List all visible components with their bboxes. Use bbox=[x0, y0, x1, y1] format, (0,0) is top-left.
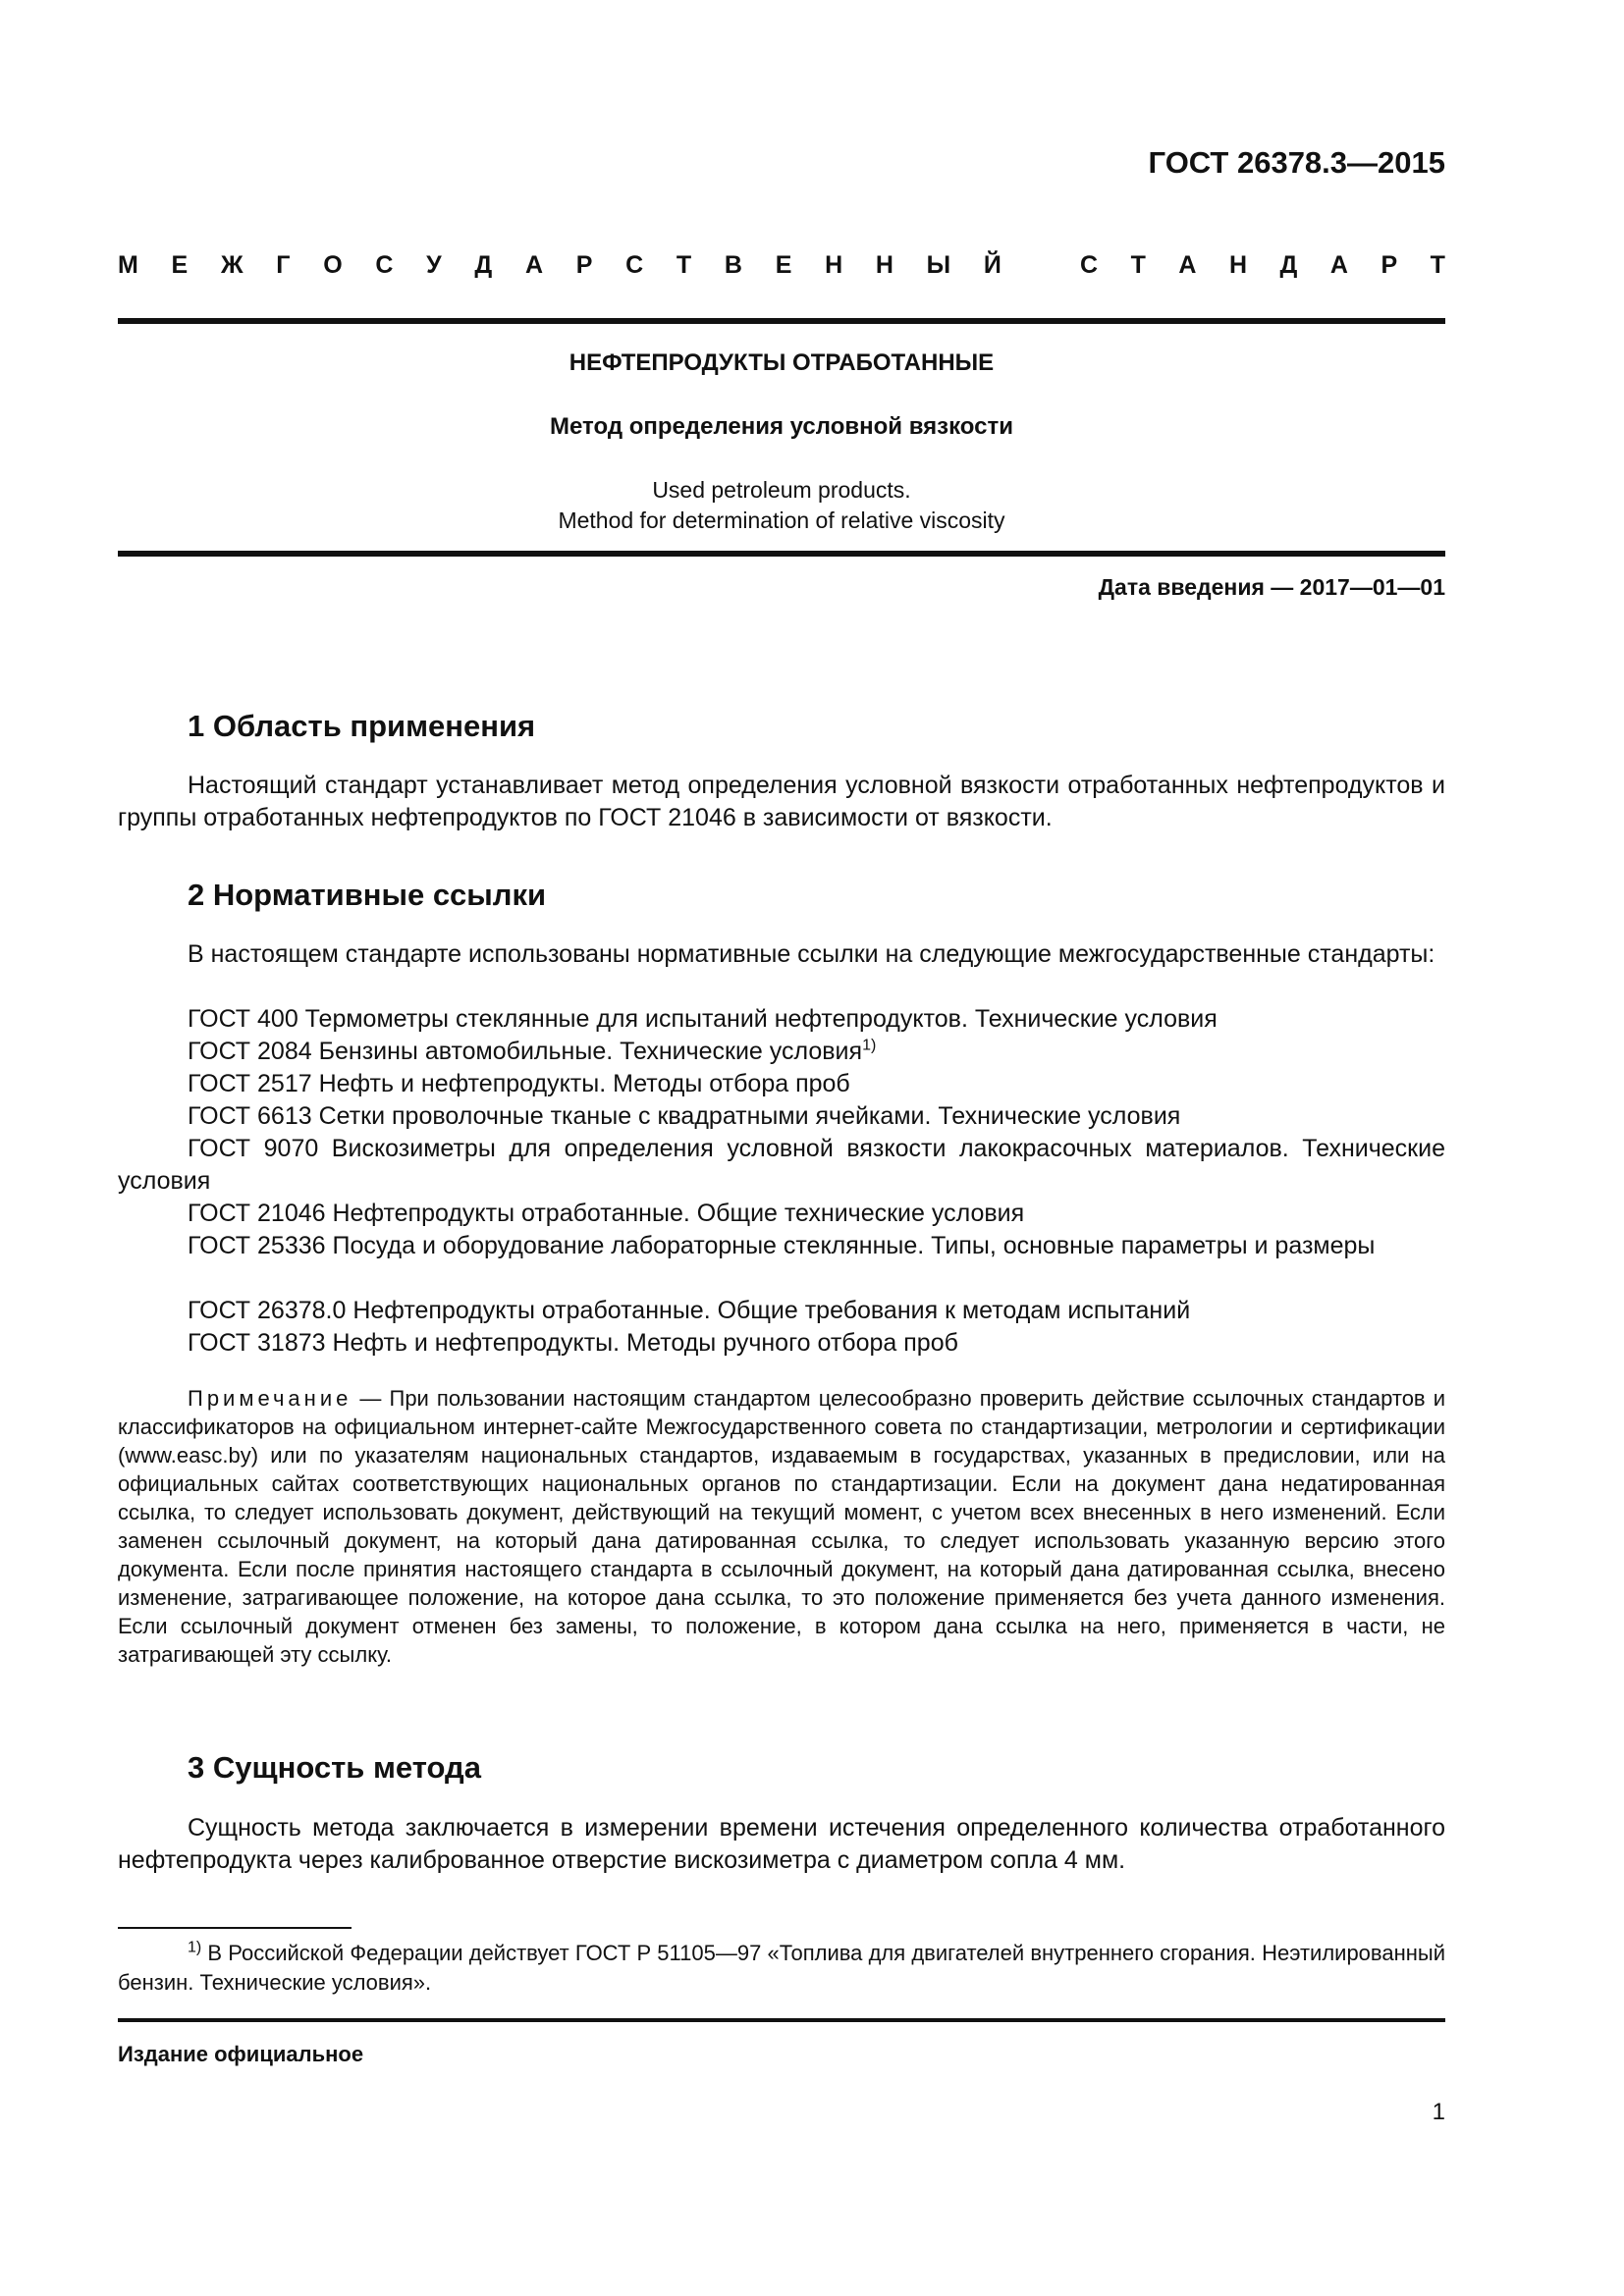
banner-letter: Й bbox=[983, 251, 1001, 279]
banner-letter: Т bbox=[1130, 251, 1146, 279]
section-heading: 2 Нормативные ссылки bbox=[188, 878, 547, 912]
section-paragraph: Настоящий стандарт устанавливает метод определения условной вязкости отработанных нефтепродуктов и группы отработанных нефтепродуктов по ГОСТ 21046 в зависимости от вязкости. bbox=[118, 772, 1445, 831]
banner-letter: М bbox=[118, 251, 138, 279]
title-divider bbox=[118, 551, 1445, 557]
note-paragraph bbox=[118, 1384, 1445, 1669]
interstate-standard-banner bbox=[118, 251, 1445, 280]
reference-item bbox=[118, 1036, 1445, 1068]
banner-letter: Н bbox=[1228, 251, 1248, 279]
banner-letter: Д bbox=[474, 251, 493, 279]
banner-letter: У bbox=[426, 251, 442, 279]
banner-letter: Е bbox=[171, 251, 189, 279]
english-title bbox=[118, 475, 1445, 536]
banner-letter: А bbox=[1178, 251, 1197, 279]
banner-letter: Р bbox=[575, 251, 593, 279]
banner-letter: Ы bbox=[926, 251, 951, 279]
document-title: НЕФТЕПРОДУКТЫ ОТРАБОТАННЫЕ bbox=[568, 349, 995, 376]
edition-label: Издание официальное bbox=[118, 2042, 364, 2066]
section-heading: 1 Область применения bbox=[188, 709, 536, 743]
section-paragraph: В настоящем стандарте использованы нормативные ссылки на следующие межгосударственные стандарты: bbox=[188, 940, 1435, 968]
banner-letter: Р bbox=[1380, 251, 1398, 279]
introduction-date: Дата введения — 2017—01—01 bbox=[1098, 574, 1445, 600]
reference-item: ГОСТ 2517 Нефть и нефтепродукты. Методы отбора проб bbox=[188, 1070, 850, 1097]
section-paragraph: Сущность метода заключается в измерении времени истечения определенного количества отработанного нефтепродукта через калиброванное отверстие вискозиметра с диаметром сопла 4 мм. bbox=[118, 1814, 1445, 1874]
banner-letter: Т bbox=[1430, 251, 1445, 279]
banner-letter: С bbox=[625, 251, 644, 279]
note-label: Примечание bbox=[188, 1386, 352, 1411]
banner-letter: Д bbox=[1279, 251, 1298, 279]
banner-letter: А bbox=[1329, 251, 1348, 279]
footnote-marker: 1) bbox=[862, 1037, 877, 1054]
reference-item: ГОСТ 9070 Вискозиметры для определения условной вязкости лакокрасочных материалов. Технические условия bbox=[118, 1135, 1445, 1195]
reference-item: ГОСТ 6613 Сетки проволочные тканые с квадратными ячейками. Технические условия bbox=[188, 1102, 1181, 1130]
banner-letter: Г bbox=[276, 251, 291, 279]
banner-letter: В bbox=[724, 251, 742, 279]
footnote bbox=[118, 1939, 1445, 1998]
note-text: — При пользовании настоящим стандартом целесообразно проверить действие ссылочных стандартов и классификаторов на официальном интернет-сайте Межгосударственного совета по стандартизации, метрологии и сертификации (www.easc.by) или по указателям национальных стандартов, издаваемым в государствах, указанных в предисловии, или на официальных сайтах соответствующих национальных органов по стандартизации. Если на документ дана недатированная ссылка, то следует использовать документ, действующий на текущий момент, с учетом всех внесенных в него изменений. Если заменен ссылочный документ, на который дана датированная ссылка, то следует использовать указанную версию этого документа. Если после принятия настоящего стандарта в ссылочный документ, на который дана датированная ссылка, внесено изменение, затрагивающее положение, на которое дана ссылка, то это положение применяется без учета данного изменения. Если ссылочный документ отменен без замены, то положение, в котором дана ссылка на него, применяется в части, не затрагивающей эту ссылку. bbox=[118, 1386, 1445, 1667]
banner-letter: Т bbox=[676, 251, 692, 279]
section-heading: 3 Сущность метода bbox=[188, 1750, 481, 1785]
banner-letter: Ж bbox=[220, 251, 244, 279]
english-title-line: Method for determination of relative viscosity bbox=[558, 507, 1005, 533]
reference-item: ГОСТ 25336 Посуда и оборудование лабораторные стеклянные. Типы, основные параметры и размеры bbox=[188, 1232, 1376, 1259]
banner-letter: Н bbox=[825, 251, 843, 279]
banner-letter: С bbox=[1080, 251, 1099, 279]
banner-letter: Е bbox=[775, 251, 792, 279]
reference-item: ГОСТ 31873 Нефть и нефтепродукты. Методы ручного отбора проб bbox=[188, 1329, 958, 1357]
banner-letter: С bbox=[375, 251, 394, 279]
page-number: 1 bbox=[1432, 2099, 1445, 2125]
document-subtitle: Метод определения условной вязкости bbox=[550, 413, 1013, 440]
banner-letter: А bbox=[524, 251, 544, 279]
reference-item: ГОСТ 26378.0 Нефтепродукты отработанные. Общие требования к методам испытаний bbox=[188, 1297, 1191, 1324]
reference-item: ГОСТ 400 Термометры стеклянные для испытаний нефтепродуктов. Технические условия bbox=[188, 1005, 1218, 1033]
footnote-text: В Российской Федерации действует ГОСТ Р 51105—97 «Топлива для двигателей внутреннего сгорания. Неэтилированный бензин. Технические условия». bbox=[118, 1941, 1445, 1995]
top-divider bbox=[118, 318, 1445, 324]
footnote-mark: 1) bbox=[188, 1939, 202, 1956]
footnote-divider bbox=[118, 1927, 352, 1929]
banner-letter: Н bbox=[875, 251, 893, 279]
english-title-line: Used petroleum products. bbox=[652, 477, 911, 503]
reference-item: ГОСТ 21046 Нефтепродукты отработанные. Общие технические условия bbox=[188, 1200, 1025, 1227]
standard-word bbox=[1080, 251, 1445, 280]
banner-letter: О bbox=[323, 251, 343, 279]
interstate-word bbox=[118, 251, 1001, 280]
bottom-divider bbox=[118, 2018, 1445, 2022]
reference-text: ГОСТ 2084 Бензины автомобильные. Технические условия bbox=[188, 1038, 863, 1065]
gost-code: ГОСТ 26378.3—2015 bbox=[1148, 145, 1445, 180]
